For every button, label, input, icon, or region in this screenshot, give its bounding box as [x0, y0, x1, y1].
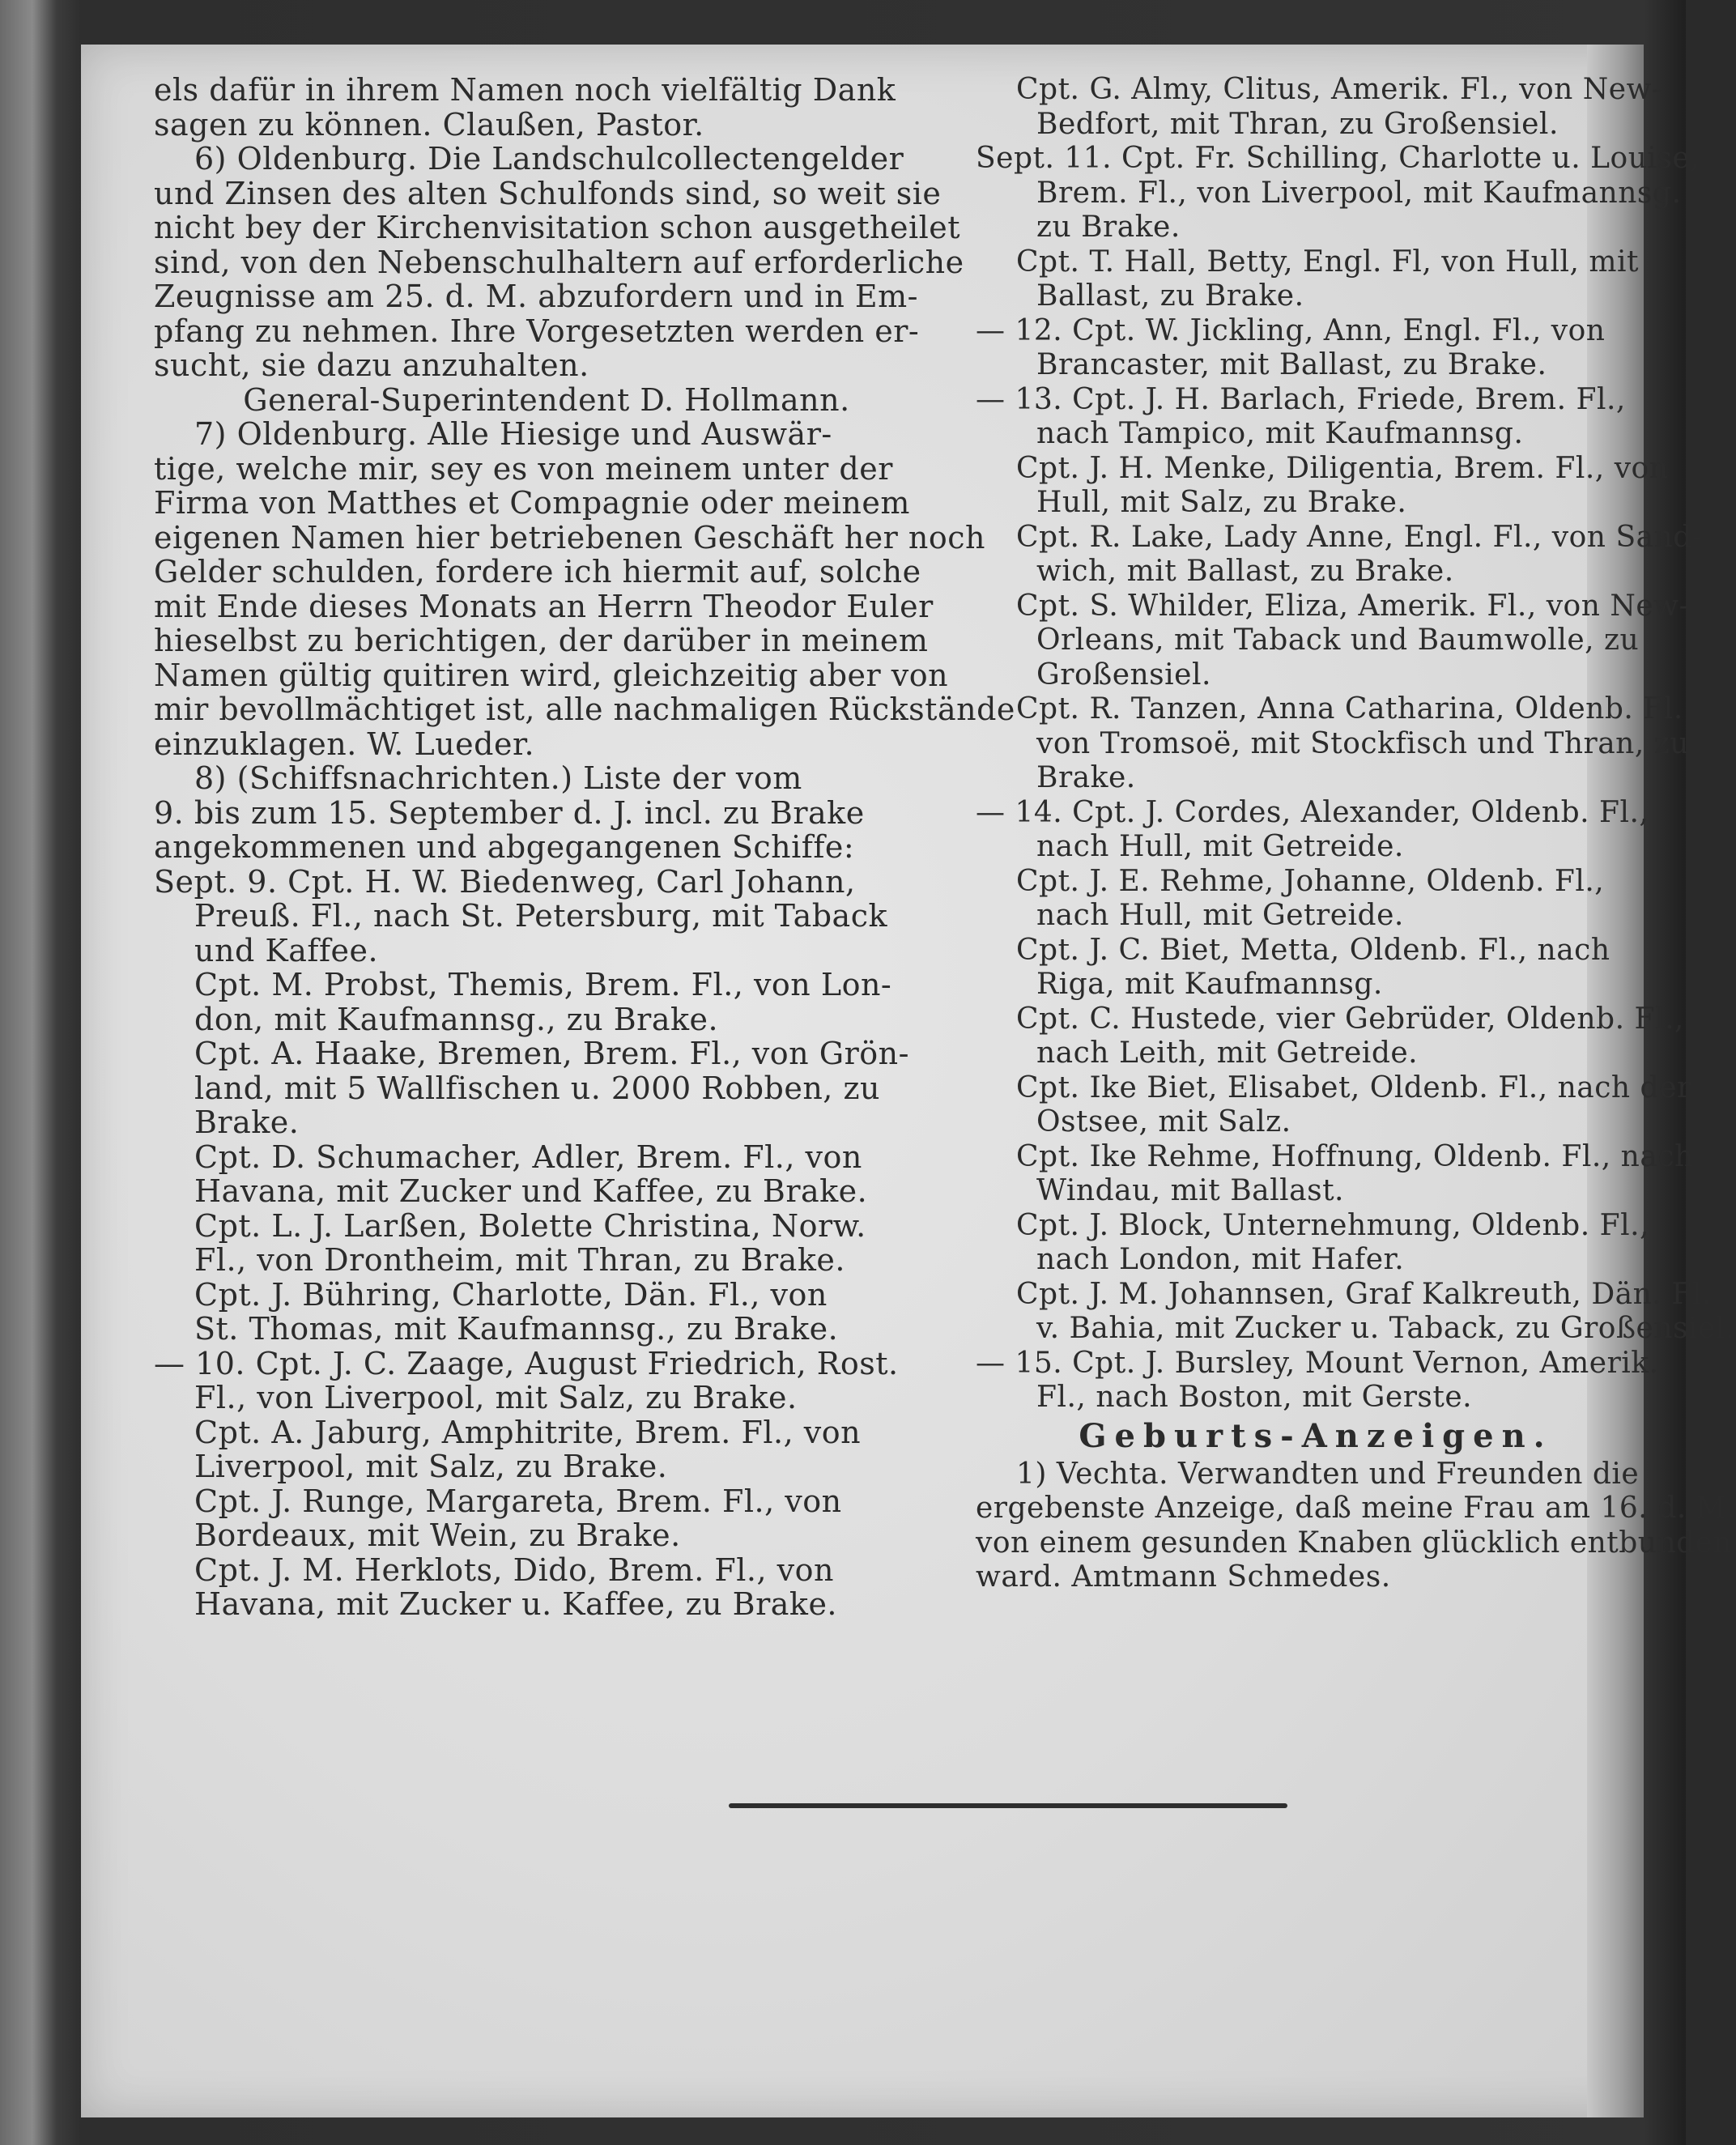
text-line: Brake. [1036, 761, 1136, 794]
text-line: sind, von den Nebenschulhaltern auf erforderliche [154, 244, 964, 280]
text-line: land, mit 5 Wallfischen u. 2000 Robben, zu [194, 1070, 880, 1106]
text-line: sucht, sie dazu anzuhalten. [154, 347, 589, 383]
text-line: Cpt. S. Whilder, Eliza, Amerik. Fl., von New- [1016, 589, 1690, 623]
text-line: Cpt. Ike Rehme, Hoffnung, Oldenb. Fl., nach [1016, 1139, 1694, 1173]
text-line: Liverpool, mit Salz, zu Brake. [194, 1449, 668, 1484]
text-line: Namen gültig quitiren wird, gleichzeitig aber von [154, 657, 949, 693]
text-line: Cpt. R. Lake, Lady Anne, Engl. Fl., von Sand- [1016, 520, 1703, 554]
text-line: Brem. Fl., von Liverpool, mit Kaufmannsg. [1036, 176, 1682, 210]
text-line: mit Ende dieses Monats an Herrn Theodor Euler [154, 588, 934, 624]
text-line: Cpt. J. Bühring, Charlotte, Dän. Fl., von [194, 1276, 828, 1313]
text-line: nicht bey der Kirchenvisitation schon ausgetheilet [154, 210, 961, 245]
text-line: Fl., von Liverpool, mit Salz, zu Brake. [194, 1380, 798, 1415]
text-line: eigenen Namen hier betriebenen Geschäft her noch [154, 519, 986, 555]
text-line: Zeugnisse am 25. d. M. abzufordern und in Em- [154, 279, 918, 314]
text-line: Havana, mit Zucker u. Kaffee, zu Brake. [194, 1586, 838, 1622]
right-column [976, 73, 1736, 1595]
text-line: Hull, mit Salz, zu Brake. [1036, 486, 1407, 519]
text-line: einzuklagen. W. Lueder. [154, 726, 535, 762]
text-line: Cpt. L. J. Larßen, Bolette Christina, Norw. [194, 1207, 866, 1244]
text-line: Cpt. J. M. Herklots, Dido, Brem. Fl., von [194, 1551, 834, 1588]
text-line: von einem gesunden Knaben glücklich entbunden [976, 1526, 1733, 1560]
text-line: Windau, mit Ballast. [1036, 1174, 1345, 1207]
text-line: pfang zu nehmen. Ihre Vorgesetzten werden er- [154, 313, 920, 349]
text-line: von Tromsoë, mit Stockfisch und Thran, zu [1036, 726, 1689, 760]
text-line: Havana, mit Zucker und Kaffee, zu Brake. [194, 1173, 868, 1209]
text-line: angekommenen und abgegangenen Schiffe: [154, 829, 855, 865]
text-line: nach London, mit Hafer. [1036, 1243, 1405, 1276]
text-line: — 13. Cpt. J. H. Barlach, Friede, Brem. Fl., [976, 382, 1626, 416]
text-line: don, mit Kaufmannsg., zu Brake. [194, 1001, 719, 1037]
text-line: Bordeaux, mit Wein, zu Brake. [194, 1517, 681, 1553]
text-line: Cpt. R. Tanzen, Anna Catharina, Oldenb. Fl. [1016, 692, 1683, 726]
text-line: nach Leith, mit Getreide. [1036, 1036, 1419, 1070]
text-line: Brancaster, mit Ballast, zu Brake. [1036, 348, 1547, 381]
text-line: Cpt. J. H. Menke, Diligentia, Brem. Fl., von [1016, 451, 1669, 485]
text-line: Riga, mit Kaufmannsg. [1036, 968, 1383, 1001]
text-line: wich, mit Ballast, zu Brake. [1036, 555, 1454, 588]
text-line: Ostsee, mit Salz. [1036, 1105, 1291, 1138]
text-line: und Kaffee. [194, 932, 379, 968]
text-line: — 10. Cpt. J. C. Zaage, August Friedrich, Rost. [154, 1345, 899, 1381]
text-line: 1) Vechta. Verwandten und Freunden die [1016, 1457, 1640, 1491]
text-line: St. Thomas, mit Kaufmannsg., zu Brake. [194, 1311, 839, 1347]
text-line: nach Hull, mit Getreide. [1036, 899, 1404, 932]
text-line: — 14. Cpt. J. Cordes, Alexander, Oldenb. Fl., [976, 795, 1649, 829]
text-line: Cpt. G. Almy, Clitus, Amerik. Fl., von New- [1016, 73, 1662, 106]
text-line: Großensiel. [1036, 658, 1211, 692]
text-line: Sept. 11. Cpt. Fr. Schilling, Charlotte u. Louise, [976, 142, 1700, 175]
text-line: 8) (Schiffsnachrichten.) Liste der vom [194, 760, 802, 796]
text-line: 7) Oldenburg. Alle Hiesige und Auswär- [194, 416, 832, 452]
text-line: 9. bis zum 15. September d. J. incl. zu Brake [154, 794, 865, 831]
text-line: Cpt. A. Haake, Bremen, Brem. Fl., von Grön- [194, 1036, 909, 1071]
ship-arrivals-continued [976, 73, 1735, 1415]
text-line: Cpt. A. Jaburg, Amphitrite, Brem. Fl., von [194, 1414, 862, 1450]
text-line: sagen zu können. Claußen, Pastor. [154, 106, 704, 143]
text-line: Cpt. J. M. Johannsen, Graf Kalkreuth, Dän. Fl. [1016, 1277, 1712, 1311]
text-line: zu Brake. [1036, 211, 1181, 244]
text-line: tige, welche mir, sey es von meinem unter der [154, 450, 893, 487]
section-divider-rule [729, 1803, 1287, 1808]
text-line: hieselbst zu berichtigen, der darüber in meinem [154, 623, 929, 658]
births-notice [976, 1457, 1736, 1595]
text-line: Cpt. J. E. Rehme, Johanne, Oldenb. Fl., [1016, 864, 1605, 898]
text-line: Cpt. C. Hustede, vier Gebrüder, Oldenb. Fl., [1016, 1002, 1684, 1036]
births-heading: Geburts-Anzeigen. [1079, 1416, 1553, 1455]
text-line: Cpt. J. Runge, Margareta, Brem. Fl., von [194, 1483, 842, 1519]
text-line: Ballast, zu Brake. [1036, 279, 1304, 313]
text-line: Cpt. D. Schumacher, Adler, Brem. Fl., von [194, 1138, 862, 1175]
left-column [154, 72, 1015, 1622]
text-line: — 12. Cpt. W. Jickling, Ann, Engl. Fl., von [976, 313, 1606, 347]
text-line: Sept. 9. Cpt. H. W. Biedenweg, Carl Johann, [154, 863, 856, 900]
text-line: ergebenste Anzeige, daß meine Frau am 16. d. M. [976, 1492, 1736, 1525]
text-line: Preuß. Fl., nach St. Petersburg, mit Taback [194, 898, 888, 934]
text-line: Firma von Matthes et Compagnie oder meinem [154, 485, 910, 521]
text-line: Bedfort, mit Thran, zu Großensiel. [1036, 107, 1559, 141]
text-line: Cpt. Ike Biet, Elisabet, Oldenb. Fl., nach der [1016, 1070, 1691, 1104]
text-line: Cpt. J. C. Biet, Metta, Oldenb. Fl., nach [1016, 933, 1610, 967]
text-line: Orleans, mit Taback und Baumwolle, zu [1036, 623, 1640, 657]
text-line: Brake. [194, 1104, 300, 1140]
text-line: Gelder schulden, fordere ich hiermit auf, solche [154, 554, 921, 589]
text-line: General-Superintendent D. Hollmann. [243, 381, 850, 418]
text-line: — 15. Cpt. J. Bursley, Mount Vernon, Amerik. [976, 1346, 1659, 1380]
text-line: und Zinsen des alten Schulfonds sind, so weit sie [154, 175, 942, 211]
text-line: Cpt. M. Probst, Themis, Brem. Fl., von Lon- [194, 967, 892, 1002]
text-line: 6) Oldenburg. Die Landschulcollectengelder [194, 141, 904, 177]
text-line: nach Tampico, mit Kaufmannsg. [1036, 417, 1524, 450]
text-line: els dafür in ihrem Namen noch vielfältig Dank [154, 72, 896, 108]
text-line: ward. Amtmann Schmedes. [976, 1560, 1391, 1594]
text-line: Cpt. T. Hall, Betty, Engl. Fl, von Hull, mit [1016, 245, 1639, 279]
text-line: mir bevollmächtiget ist, alle nachmaligen Rückstände [154, 692, 1015, 727]
text-line: nach Hull, mit Getreide. [1036, 830, 1404, 863]
text-line: v. Bahia, mit Zucker u. Taback, zu Großensiel. [1036, 1312, 1735, 1345]
text-line: Fl., nach Boston, mit Gerste. [1036, 1381, 1473, 1414]
text-line: Fl., von Drontheim, mit Thran, zu Brake. [194, 1242, 845, 1278]
text-line: Cpt. J. Block, Unternehmung, Oldenb. Fl., [1016, 1208, 1649, 1242]
